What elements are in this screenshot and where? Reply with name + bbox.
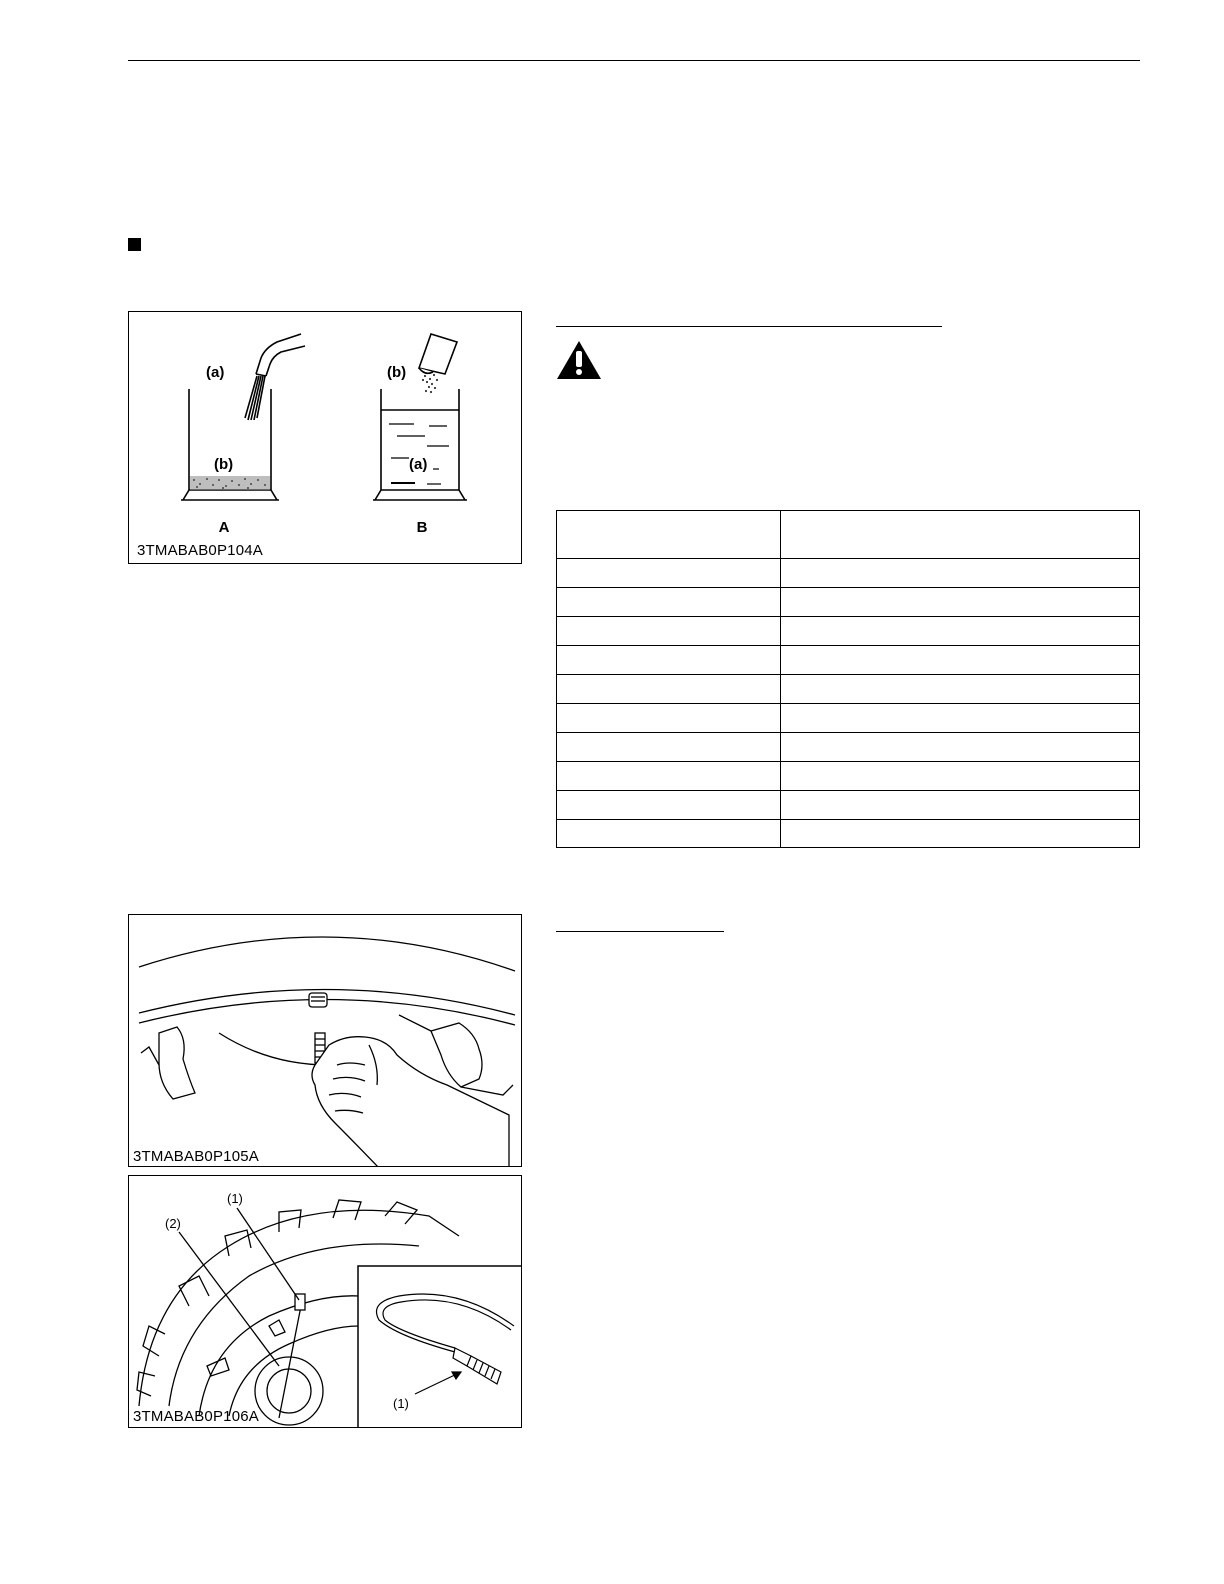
- table-row: [557, 762, 1140, 791]
- table-cell: [557, 704, 781, 733]
- label-b-top: (b): [387, 364, 407, 381]
- table-cell: [557, 559, 781, 588]
- table-cell: [557, 820, 781, 848]
- section-marker-icon: [128, 238, 141, 251]
- table-row: [557, 791, 1140, 820]
- table-cell: [557, 588, 781, 617]
- table-row: [557, 733, 1140, 762]
- bag-icon: [419, 334, 457, 374]
- figure-code: 3TMABAB0P105A: [133, 1148, 259, 1165]
- header-rule: [128, 60, 1140, 61]
- section-rule: [556, 931, 724, 932]
- label-a-bottom: (a): [409, 456, 428, 473]
- inset-panel: [358, 1266, 522, 1428]
- table-cell: [557, 791, 781, 820]
- figure-code: 3TMABAB0P106A: [133, 1408, 259, 1425]
- table-cell: [780, 704, 1139, 733]
- caption-b: B: [416, 519, 428, 536]
- table-cell: [780, 511, 1139, 559]
- table-cell: [780, 791, 1139, 820]
- table-cell: [780, 675, 1139, 704]
- table-cell: [780, 762, 1139, 791]
- table-cell: [557, 675, 781, 704]
- table-cell: [557, 646, 781, 675]
- hose-icon: [245, 334, 305, 420]
- callout-1: (1): [227, 1191, 243, 1206]
- label-b-bottom: (b): [214, 456, 234, 473]
- table-cell: [780, 733, 1139, 762]
- caption-a: A: [218, 519, 230, 536]
- container-b: [373, 389, 467, 500]
- table-row: [557, 617, 1140, 646]
- inset-callout-1: (1): [393, 1396, 409, 1411]
- table-cell: [557, 511, 781, 559]
- mixing-diagram-svg: [129, 312, 522, 564]
- table-row: [557, 704, 1140, 733]
- tire-gauge-svg: [129, 1176, 522, 1428]
- table-cell: [557, 617, 781, 646]
- table-cell: [557, 733, 781, 762]
- table-cell: [780, 559, 1139, 588]
- spec-table: [556, 510, 1140, 848]
- callout-2: (2): [165, 1216, 181, 1231]
- table-row: [557, 588, 1140, 617]
- label-a-top: (a): [206, 364, 225, 381]
- figure-valve-fill: [128, 914, 522, 1167]
- warning-triangle-icon: [556, 340, 602, 380]
- table-cell: [557, 762, 781, 791]
- table-row: [557, 646, 1140, 675]
- powder-pour: [422, 374, 438, 393]
- figure-mixing-diagram: [128, 311, 522, 564]
- table-row: [557, 675, 1140, 704]
- warning-rule: [556, 326, 942, 327]
- sediment-a: [190, 476, 270, 490]
- valve-fill-svg: [129, 915, 522, 1167]
- table-header-row: [557, 511, 1140, 559]
- water-lines-b: [389, 424, 449, 484]
- table-cell: [780, 588, 1139, 617]
- figure-tire-gauge: [128, 1175, 522, 1428]
- table-cell: [780, 646, 1139, 675]
- table-cell: [780, 617, 1139, 646]
- table-row: [557, 820, 1140, 848]
- table-row: [557, 559, 1140, 588]
- table-cell: [780, 820, 1139, 848]
- figure-code: 3TMABAB0P104A: [137, 542, 263, 559]
